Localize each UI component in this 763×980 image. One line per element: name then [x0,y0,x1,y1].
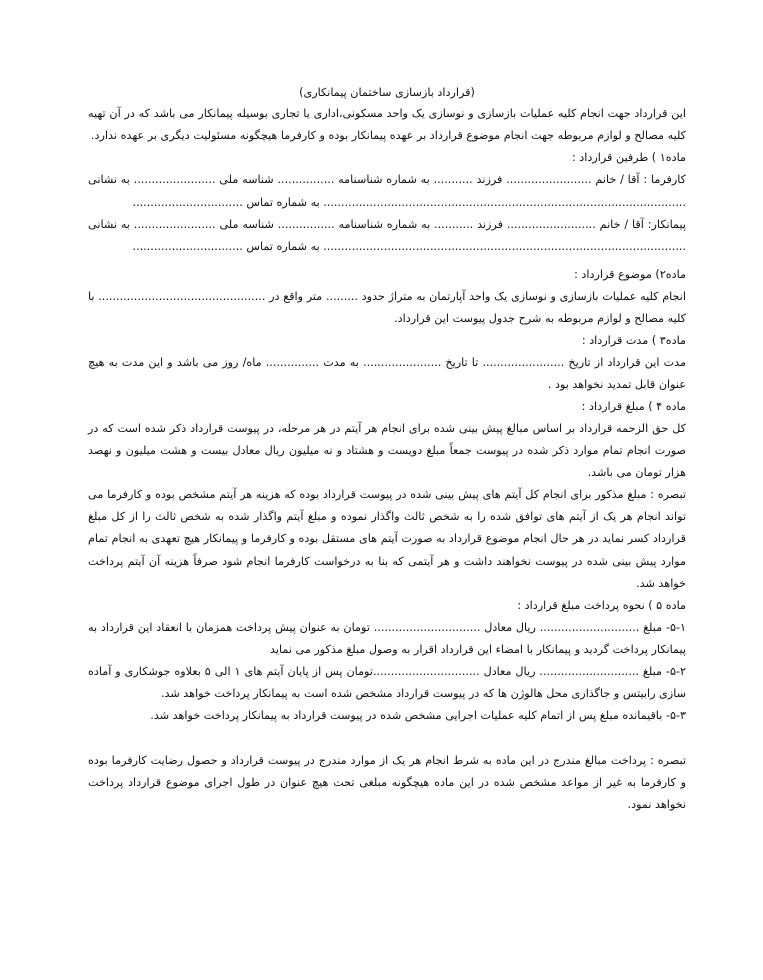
article-2-heading: ماده۲) موضوع قرارداد : [574,267,686,281]
article-3-heading: ماده۳ ) مدت قرارداد : [581,333,686,347]
contractor-details: پیمانکار: آقا / خانم ......................... فرزند ........... به شماره شناسنامه ................ شناسه ملی ....................... به نشانی ...................................................................................................... به شماره تماس ............................... [88,217,686,253]
article-2-text: انجام کلیه عملیات بازسازی و نوسازی یک واحد آپارتمان به متراژ حدود ......... متر واقع در ............................................... با کلیه مصالح و لوازم مربوطه به شرح جدول پیوست این قرارداد. [88,289,686,325]
article-4-note: تبصره : مبلغ مذکور برای انجام کل آیتم های پیش بینی شده در پیوست قرارداد بوده که هزینه هر آیتم مشخص بوده و کارفرما می تواند انجام هر یک از آیتم های توافق شده را به شخص ثالث واگذار نموده و مبلغ آیتم واگذار شده به شخص ثالث را از کل مبلغ قرارداد کسر نماید در هر حال انجام موضوع قرارداد به صورت آیتم های مستقل بوده و کارفرما و پیمانکار هیچ تعهدی به انجام تمام موارد پیش بینی شده در پیوست نخواهند داشت و هر آیتمی که بنا به درخواست کارفرما انجام شود صرفاً هزینه آن آیتم پرداخت خواهد شد. [88,488,686,590]
employer-details: کارفرما : آقا / خانم ........................ فرزند ........... به شماره شناسنامه ................ شناسه ملی ....................... به نشانی ...................................................................................................... به شماره تماس ............................... [88,173,686,209]
clause-5-3: ۵-۳- باقیمانده مبلغ پس از اتمام کلیه عملیات اجرایی مشخص شده در پیوست قرارداد به پیمانکار پرداخت خواهد شد. [150,708,686,722]
clause-5-1: ۵-۱- مبلغ ............................ ریال معادل .............................. تومان به عنوان پیش پرداخت همزمان با انعقاد این قرارداد به پیمانکار پرداخت گردید و پیمانکار با امضاء این قرارداد اقرار به وصول مبلغ مذکور می نماید [88,620,686,656]
article-4-heading: ماده ۴ ) مبلغ قرارداد : [581,400,686,414]
intro-paragraph: این قرارداد جهت انجام کلیه عملیات بازسازی و نوسازی یک واحد مسکونی،اداری یا تجاری بوسیله پیمانکار می باشد که در آن تهیه کلیه مصالح و لوازم مربوطه جهت انجام موضوع قرارداد بر عهده پیمانکار بوده و کارفرما هیچگونه مسئولیت دیگری بر عهده ندارد. [88,107,686,143]
contract-document [88,82,686,816]
article-1-heading: ماده۱ ) طرفین قرارداد : [571,151,686,165]
article-4-text: کل حق الزحمه قرارداد بر اساس مبالغ پیش بینی شده برای انجام هر آیتم در هر مرحله، در پیوست قرارداد ذکر شده است که در صورت انجام تمام موارد ذکر شده در پیوست جمعاً مبلغ دویست و هشتاد و نه میلیون ریال معادل بیست و هشت میلیون و نهصد هزار تومان می باشد. [88,422,686,480]
article-3-text: مدت این قرارداد از تاریخ ....................... تا تاریخ ...................... به مدت ............... ماه/ روز می باشد و این مدت به هیچ عنوان قابل تمدید نخواهد بود . [88,355,686,392]
document-title: (قرارداد بازسازی ساختمان پیمانکاری) [299,86,475,99]
article-5-heading: ماده ۵ ) نحوه پرداخت مبلغ قرارداد : [517,598,686,612]
spacer [88,727,686,750]
article-5-note: تبصره : پرداخت مبالغ مندرج در این ماده به شرط انجام هر یک از موارد مندرج در پیوست قرارداد و حصول رضایت کارفرما بوده و کارفرما به غیر از مواعد مشخص شده در این ماده هیچگونه مبلغی تحت هیچ عنوان در طول اجرای موضوع قرارداد پرداخت نخواهد نمود. [88,754,686,812]
clause-5-2: ۵-۲- مبلغ ............................ ریال معادل ..............................تومان پس از پایان آیتم های ۱ الی ۵ بعلاوه جوشکاری و آماده سازی رابیتس و جاگذاری محل هالوژن ها که در پیوست قرارداد مشخص شده است به پیمانکار پرداخت خواهد شد. [88,664,686,700]
